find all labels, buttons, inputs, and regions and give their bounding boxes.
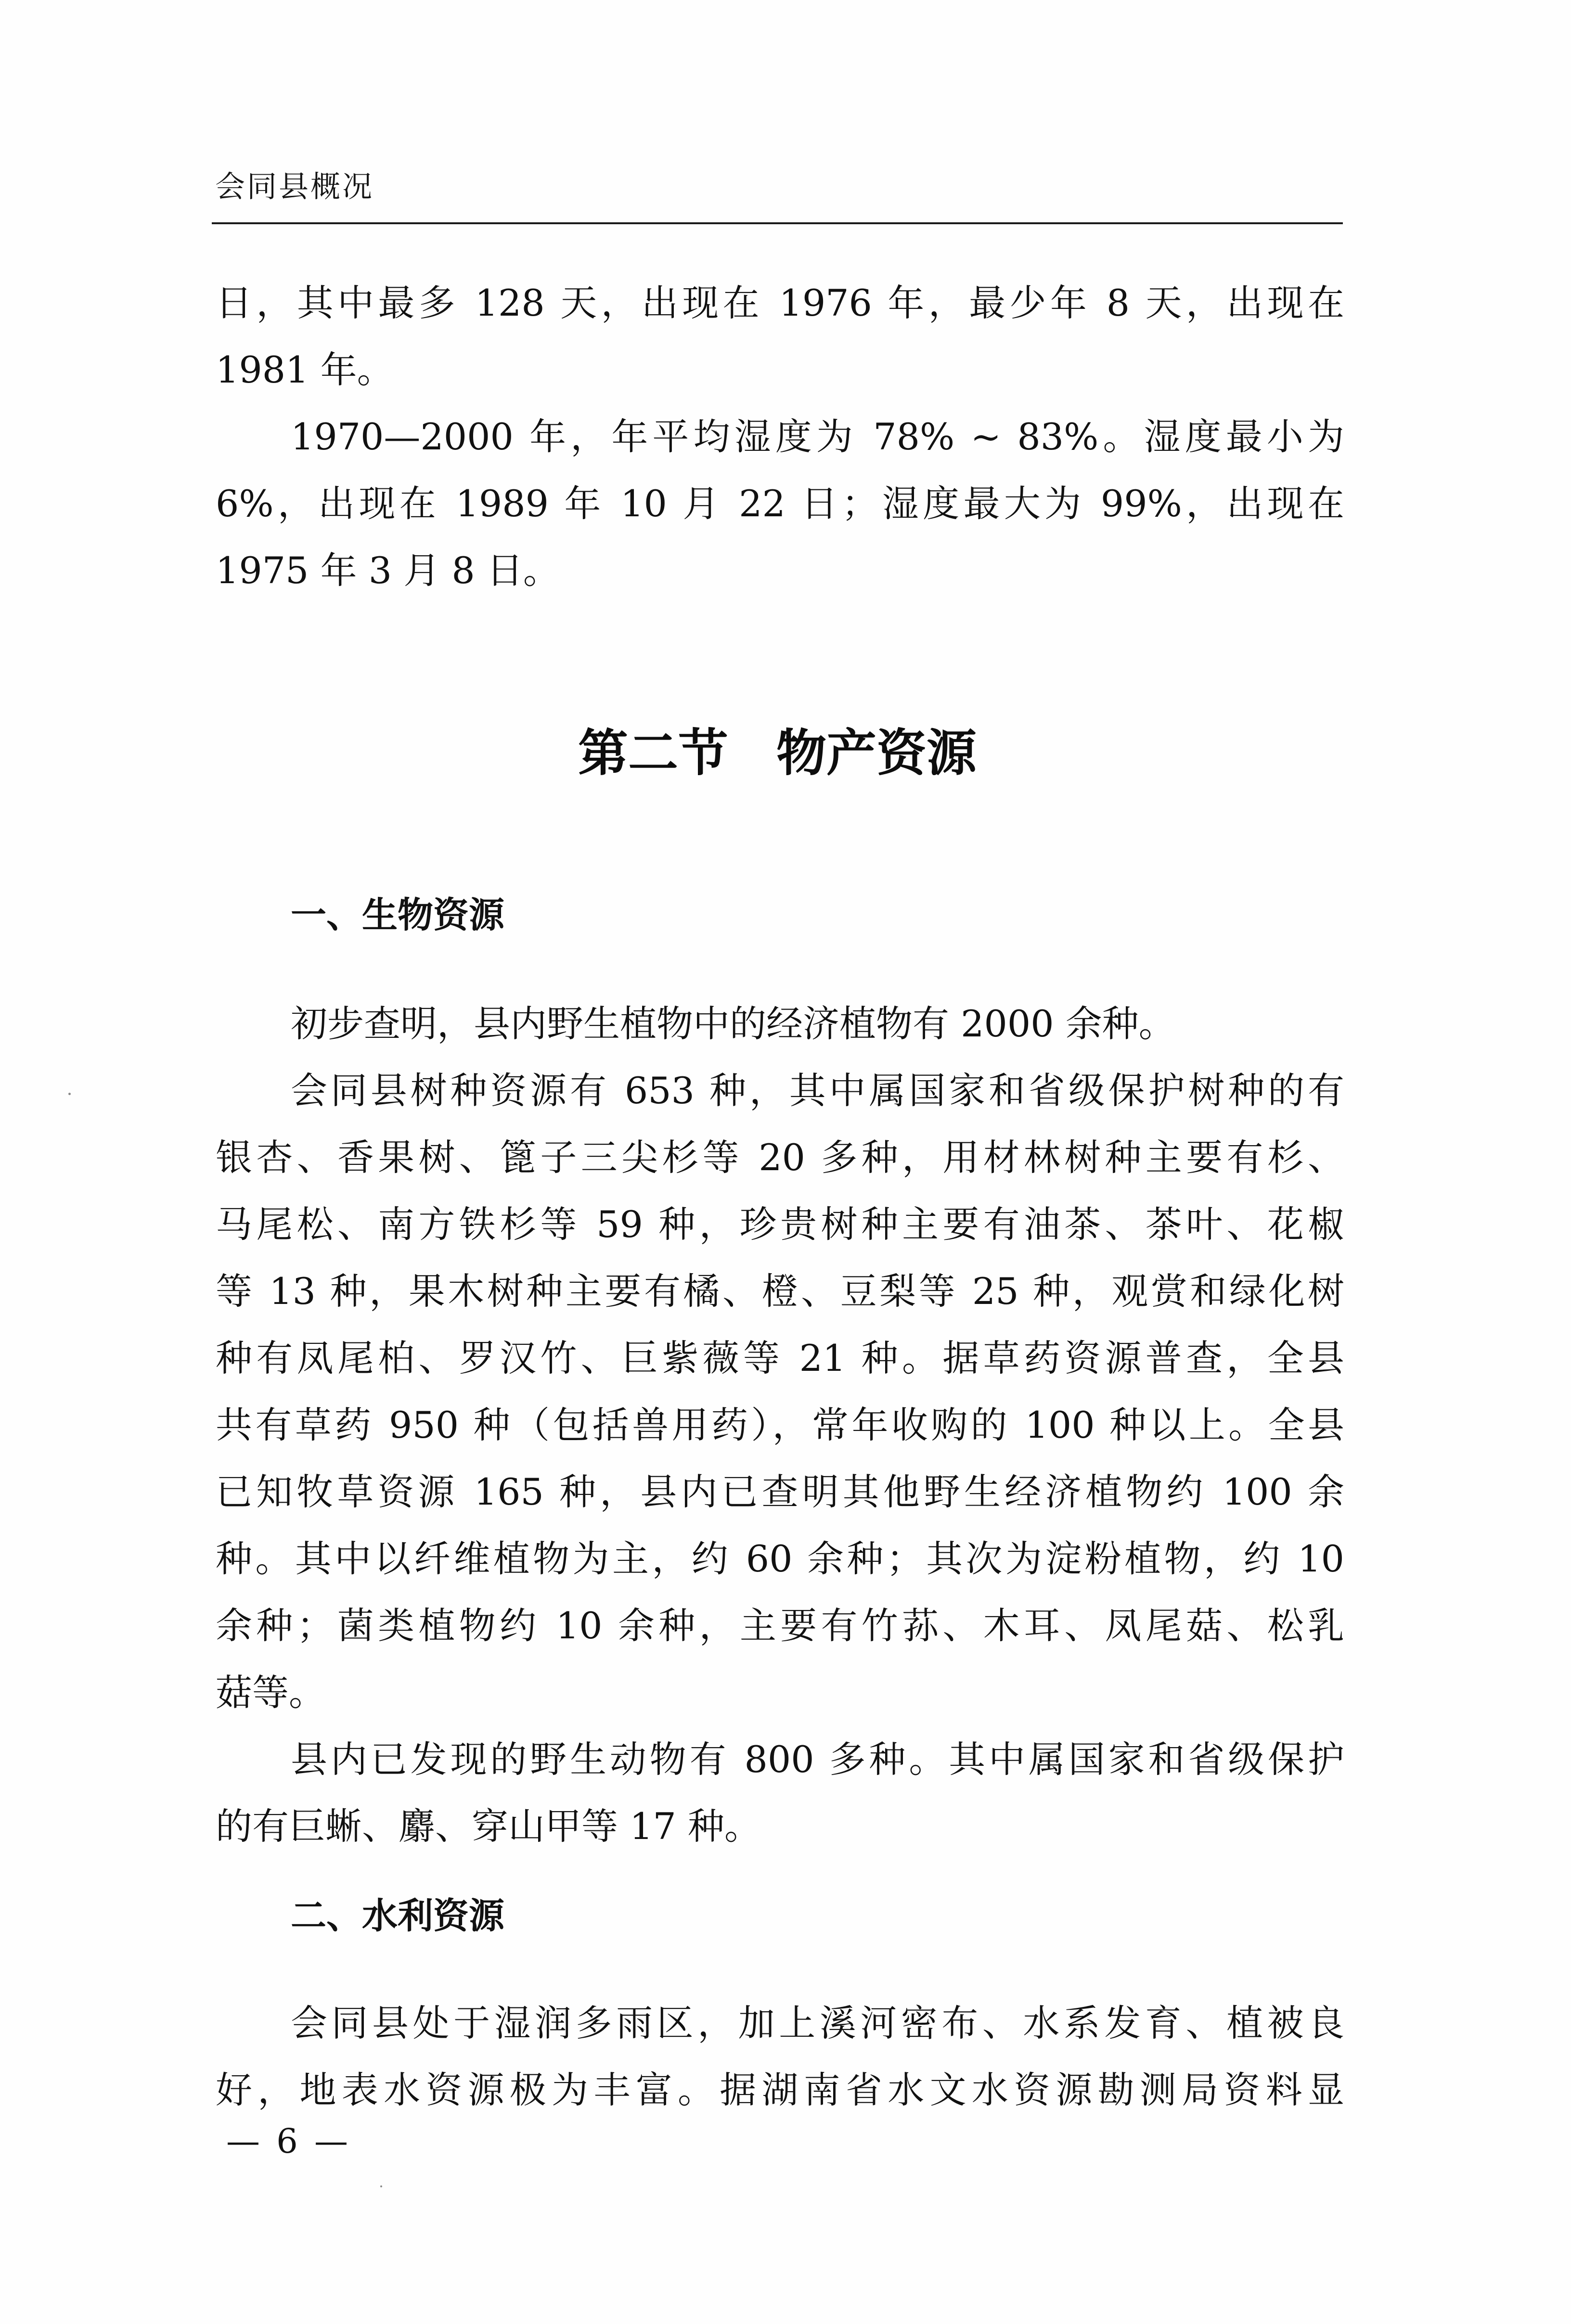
text-line: 共有草药 950 种（包括兽用药），常年收购的 100 种以上。全县 — [216, 1404, 1344, 1446]
section-title — [212, 722, 1343, 784]
text-line: 等 13 种，果木树种主要有橘、橙、豆梨等 25 种，观赏和绿化树 — [216, 1270, 1344, 1313]
text-line: 县内已发现的野生动物有 800 多种。其中属国家和省级保护 — [291, 1738, 1344, 1781]
humidity-paragraph — [216, 403, 1344, 604]
text-line: 6%，出现在 1989 年 10 月 22 日；湿度最大为 99%，出现在 — [216, 482, 1344, 525]
text-line: 1981 年。 — [216, 348, 394, 391]
page-number: — 6 — — [226, 2121, 351, 2161]
text-line: 1970—2000 年，年平均湿度为 78% ~ 83%。湿度最小为 — [291, 415, 1344, 458]
section-title-text: 物产资源 — [776, 724, 977, 782]
text-line: 银杏、香果树、篦子三尖杉等 20 多种，用材林树种主要有杉、 — [216, 1136, 1344, 1179]
water-paragraph-1 — [216, 1990, 1344, 2123]
text-line: 种。其中以纤维植物为主，约 60 余种；其次为淀粉植物，约 10 — [216, 1537, 1344, 1580]
text-line: 会同县处于湿润多雨区，加上溪河密布、水系发育、植被良 — [291, 2002, 1344, 2044]
text-line: 1975 年 3 月 8 日。 — [216, 549, 560, 592]
text-line: 已知牧草资源 165 种，县内已查明其他野生经济植物约 100 余 — [216, 1470, 1344, 1513]
text-line: 的有巨蜥、麝、穿山甲等 17 种。 — [216, 1805, 761, 1848]
text-line: 会同县树种资源有 653 种，其中属国家和省级保护树种的有 — [291, 1069, 1344, 1112]
section-number: 第二节 — [578, 724, 728, 782]
text-line: 种有凤尾柏、罗汉竹、巨紫薇等 21 种。据草药资源普查，全县 — [216, 1337, 1344, 1379]
continued-paragraph — [216, 269, 1344, 403]
text-line: 初步查明，县内野生植物中的经济植物有 2000 余种。 — [291, 1002, 1175, 1045]
bio-paragraph-3 — [216, 1726, 1344, 1860]
bio-paragraph-1 — [216, 990, 1344, 1057]
bio-paragraph-2 — [216, 1057, 1344, 1726]
running-head: 会同县概况 — [215, 169, 374, 204]
text-line: 菇等。 — [216, 1671, 325, 1714]
scan-artifact-dot — [68, 1093, 71, 1095]
scan-artifact-dot — [380, 2185, 382, 2187]
text-line: 好，地表水资源极为丰富。据湖南省水文水资源勘测局资料显 — [216, 2069, 1344, 2111]
header-rule-divider — [212, 222, 1343, 224]
text-line: 马尾松、南方铁杉等 59 种，珍贵树种主要有油茶、茶叶、花椒 — [216, 1203, 1344, 1246]
subsection-heading: 二、水利资源 — [291, 1895, 504, 1937]
text-line: 余种；菌类植物约 10 余种，主要有竹荪、木耳、凤尾菇、松乳 — [216, 1604, 1344, 1647]
text-line: 日，其中最多 128 天，出现在 1976 年，最少年 8 天，出现在 — [216, 281, 1344, 324]
subsection-heading: 一、生物资源 — [291, 894, 504, 936]
